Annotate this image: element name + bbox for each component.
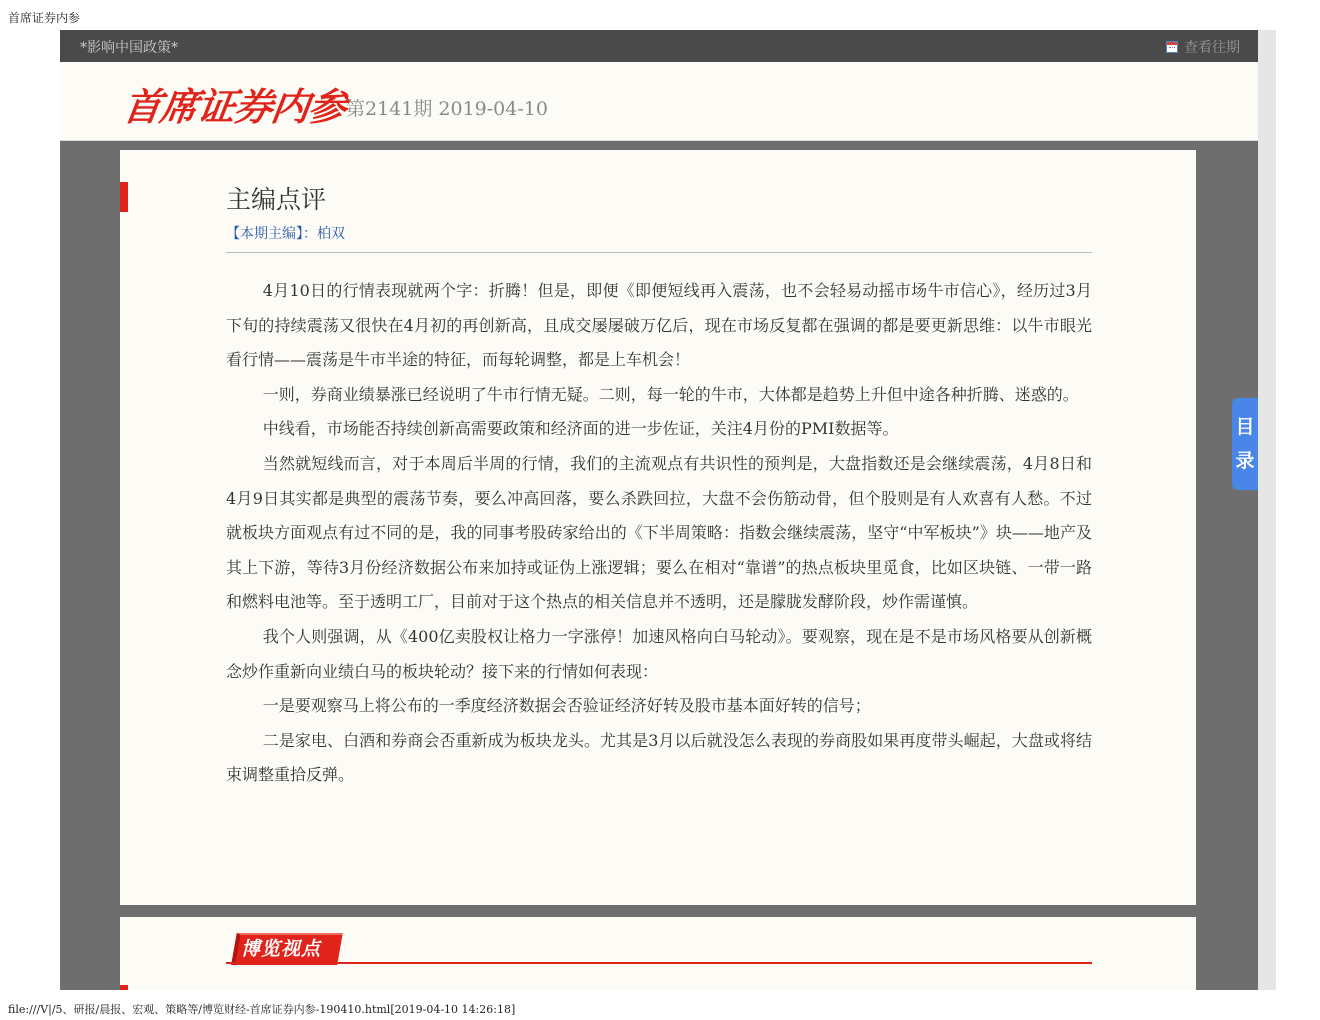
section-rule: [226, 962, 1092, 964]
paragraph: 我个人则强调，从《400亿卖股权让格力一字涨停！加速风格向白马轮动》。要观察，现在是不是市场风格要从创新概念炒作重新向业绩白马的板块轮动？接下来的行情如何表现：: [226, 626, 1092, 681]
page-frame: [60, 30, 1258, 990]
masthead: [60, 62, 1268, 141]
view-past-issues-link[interactable]: [1166, 37, 1240, 57]
section-badge-label: 博览视点: [241, 938, 322, 960]
editor-credit: 【本期主编】：柏双: [226, 226, 345, 242]
top-bar: [60, 30, 1258, 62]
view-past-issues-label: 查看往期: [1184, 40, 1240, 56]
section-marker: [120, 985, 128, 990]
divider: [226, 252, 1092, 253]
next-section-card: [120, 917, 1196, 990]
editor-review-card: [120, 150, 1196, 905]
paragraph: 一则，券商业绩暴涨已经说明了牛市行情无疑。二则，每一轮的牛市，大体都是趋势上升但中途各种折腾、迷惑的。: [262, 384, 1079, 404]
section-title: 主编点评: [226, 185, 327, 214]
file-path-footer: file:///V|/5、研报/晨报、宏观、策略等/博览财经-首席证券内参-190410.html[2019-04-10 14:26:18]: [8, 1003, 516, 1016]
calendar-icon: [1166, 41, 1178, 53]
toc-char-2: 录: [1235, 450, 1255, 472]
section-marker: [120, 182, 128, 212]
logo: 首席证券内参: [120, 85, 349, 129]
table-of-contents-tab[interactable]: [1232, 398, 1258, 490]
issue-number-date: 第2141期 2019-04-10: [346, 98, 548, 120]
page-title: 首席证券内参: [8, 11, 81, 25]
paragraph: 中线看，市场能否持续创新高需要政策和经济面的进一步佐证，关注4月份的PMI数据等。: [262, 419, 899, 439]
paragraph: 4月10日的行情表现就两个字：折腾！但是，即便《即便短线再入震荡，也不会轻易动摇市场牛市信心》，经历过3月下旬的持续震荡又很快在4月初的再创新高，且成交屡屡破万亿后，现在市场反复都在强调的都是要更新思维：以牛市眼光看行情——震荡是牛市半途的特征，而每轮调整，都是上车机会！: [226, 281, 1092, 370]
scrollbar[interactable]: [1258, 30, 1276, 990]
slogan: *影响中国政策*: [80, 40, 178, 56]
paragraph: 一是要观察马上将公布的一季度经济数据会否验证经济好转及股市基本面好转的信号；: [262, 696, 871, 716]
toc-char-1: 目: [1235, 416, 1255, 438]
paragraph: 二是家电、白酒和券商会否重新成为板块龙头。尤其是3月以后就没怎么表现的券商股如果再度带头崛起，大盘或将结束调整重拾反弹。: [226, 730, 1092, 785]
article-body: [226, 274, 1092, 793]
paragraph: 当然就短线而言，对于本周后半周的行情，我们的主流观点有共识性的预判是，大盘指数还是会继续震荡，4月8日和4月9日其实都是典型的震荡节奏，要么冲高回落，要么杀跌回拉，大盘不会伤筋动骨，但个股则是有人欢喜有人愁。不过就板块方面观点有过不同的是，我的同事考股砖家给出的《下半周策略：指数会继续震荡，坚守“中军板块”》块——地产及其上下游，等待3月份经济数据公布来加持或证伪上涨逻辑；要么在相对“靠谱”的热点板块里觅食，比如区块链、一带一路和燃料电池等。至于透明工厂，目前对于这个热点的相关信息并不透明，还是朦胧发酵阶段，炒作需谨慎。: [226, 453, 1092, 612]
